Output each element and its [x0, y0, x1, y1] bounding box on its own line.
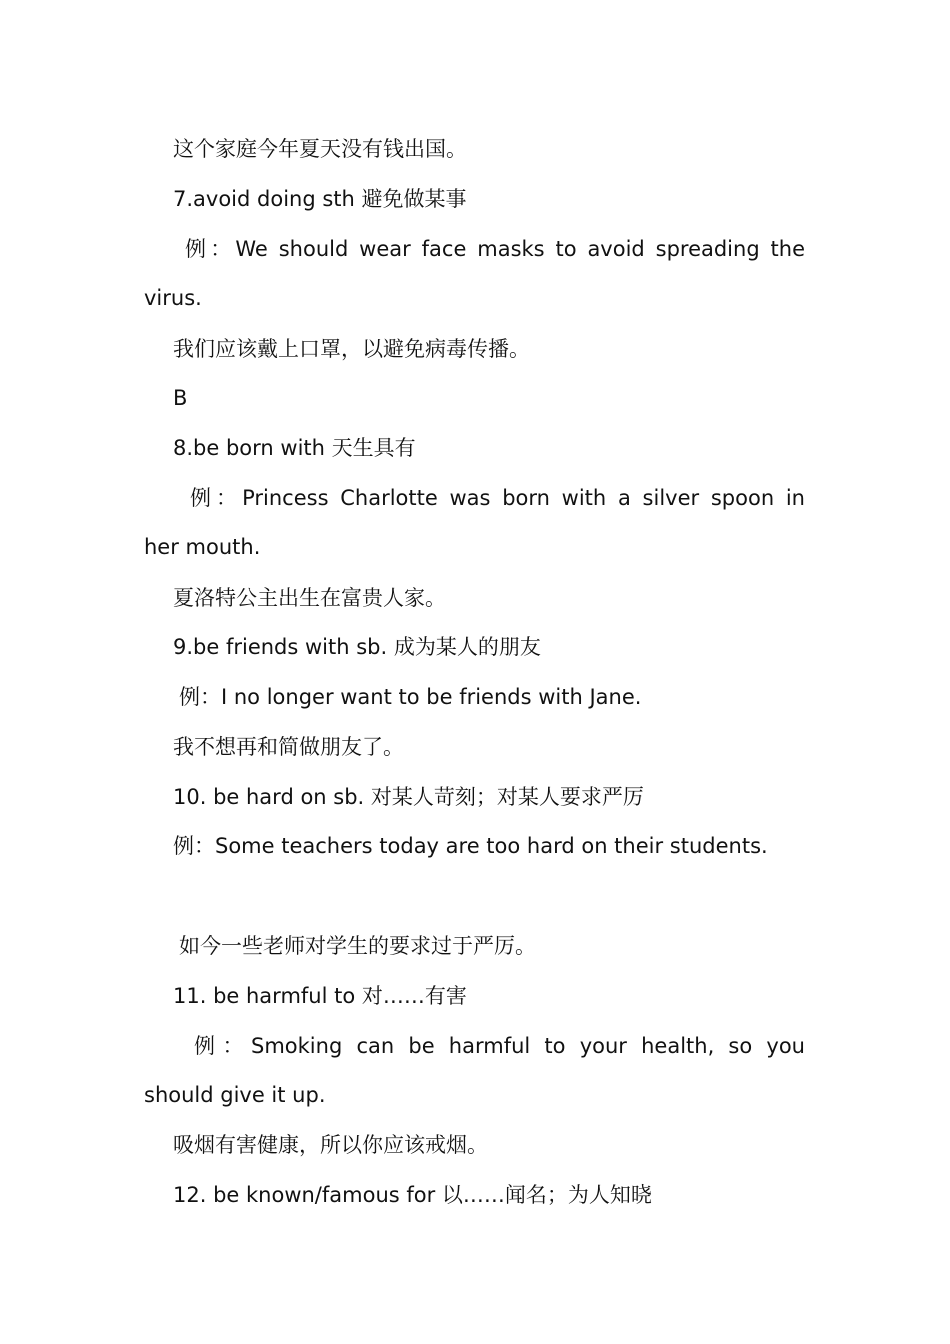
- example-sentence-continued: should give it up.: [144, 1083, 326, 1107]
- phrase-heading: 10. be hard on sb. 对某人苛刻；对某人要求严厉: [173, 785, 644, 809]
- example-sentence: 例：Princess Charlotte was born with a silver spoon in: [190, 486, 805, 510]
- section-letter: B: [173, 386, 188, 410]
- translation-line: 吸烟有害健康，所以你应该戒烟。: [173, 1133, 488, 1157]
- example-sentence-continued: virus.: [144, 286, 202, 310]
- translation-line: 我们应该戴上口罩，以避免病毒传播。: [173, 337, 530, 361]
- translation-line: 如今一些老师对学生的要求过于严厉。: [179, 934, 536, 958]
- example-sentence: 例：Smoking can be harmful to your health, so you: [194, 1034, 805, 1058]
- example-sentence: 例：I no longer want to be friends with Jane.: [179, 685, 642, 709]
- phrase-heading: 11. be harmful to 对……有害: [173, 984, 467, 1008]
- example-sentence: 例：Some teachers today are too hard on their students.: [173, 834, 768, 858]
- text-line: 这个家庭今年夏天没有钱出国。: [173, 137, 467, 161]
- example-sentence-continued: her mouth.: [144, 535, 261, 559]
- translation-line: 夏洛特公主出生在富贵人家。: [173, 586, 446, 610]
- phrase-heading: 9.be friends with sb. 成为某人的朋友: [173, 635, 541, 659]
- example-sentence: 例：We should wear face masks to avoid spreading the: [185, 237, 805, 261]
- phrase-heading: 7.avoid doing sth 避免做某事: [173, 187, 467, 211]
- translation-line: 我不想再和简做朋友了。: [173, 735, 404, 759]
- phrase-heading: 12. be known/famous for 以……闻名；为人知晓: [173, 1183, 652, 1207]
- phrase-heading: 8.be born with 天生具有: [173, 436, 416, 460]
